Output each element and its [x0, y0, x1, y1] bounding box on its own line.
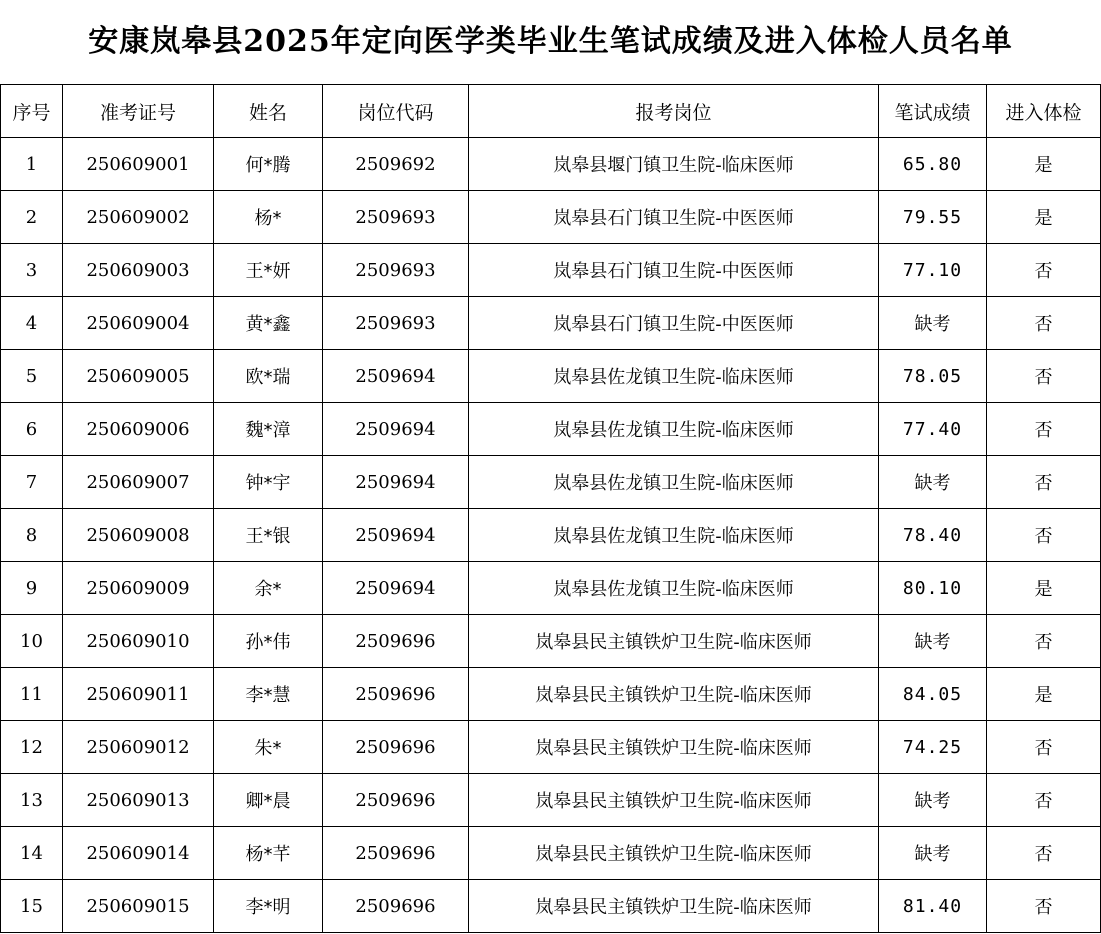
- cell-score: 78.40: [879, 509, 987, 562]
- cell-post-code: 2509696: [323, 615, 469, 668]
- table-row: [1, 509, 1101, 562]
- cell-physical: 否: [987, 827, 1101, 880]
- cell-physical: 否: [987, 244, 1101, 297]
- cell-score: 缺考: [879, 774, 987, 827]
- cell-exam-no: 250609010: [63, 615, 214, 668]
- header-seq: 序号: [1, 85, 63, 138]
- cell-seq: 8: [1, 509, 63, 562]
- cell-post: 岚皋县佐龙镇卫生院-临床医师: [469, 562, 879, 615]
- cell-post-code: 2509696: [323, 774, 469, 827]
- page-title: 安康岚皋县2025年定向医学类毕业生笔试成绩及进入体检人员名单: [88, 24, 1013, 59]
- cell-score: 79.55: [879, 191, 987, 244]
- cell-name: 李*明: [214, 880, 323, 933]
- table-row: [1, 774, 1101, 827]
- cell-score: 81.40: [879, 880, 987, 933]
- cell-post: 岚皋县民主镇铁炉卫生院-临床医师: [469, 615, 879, 668]
- cell-name: 杨*芊: [214, 827, 323, 880]
- cell-post: 岚皋县民主镇铁炉卫生院-临床医师: [469, 668, 879, 721]
- cell-post: 岚皋县佐龙镇卫生院-临床医师: [469, 350, 879, 403]
- cell-seq: 7: [1, 456, 63, 509]
- cell-physical: 否: [987, 774, 1101, 827]
- cell-post: 岚皋县民主镇铁炉卫生院-临床医师: [469, 880, 879, 933]
- cell-exam-no: 250609003: [63, 244, 214, 297]
- cell-post-code: 2509694: [323, 403, 469, 456]
- cell-physical: 是: [987, 191, 1101, 244]
- cell-score: 84.05: [879, 668, 987, 721]
- cell-score: 80.10: [879, 562, 987, 615]
- cell-seq: 1: [1, 138, 63, 191]
- cell-post: 岚皋县佐龙镇卫生院-临床医师: [469, 403, 879, 456]
- cell-name: 王*银: [214, 509, 323, 562]
- cell-post-code: 2509693: [323, 297, 469, 350]
- cell-post: 岚皋县民主镇铁炉卫生院-临床医师: [469, 827, 879, 880]
- cell-exam-no: 250609005: [63, 350, 214, 403]
- table-row: [1, 668, 1101, 721]
- cell-post: 岚皋县佐龙镇卫生院-临床医师: [469, 456, 879, 509]
- cell-seq: 5: [1, 350, 63, 403]
- cell-physical: 否: [987, 456, 1101, 509]
- cell-post: 岚皋县堰门镇卫生院-临床医师: [469, 138, 879, 191]
- table-row: [1, 350, 1101, 403]
- table-row: [1, 456, 1101, 509]
- cell-physical: 是: [987, 668, 1101, 721]
- cell-exam-no: 250609011: [63, 668, 214, 721]
- cell-score: 缺考: [879, 615, 987, 668]
- cell-post: 岚皋县石门镇卫生院-中医医师: [469, 191, 879, 244]
- cell-name: 孙*伟: [214, 615, 323, 668]
- cell-name: 王*妍: [214, 244, 323, 297]
- cell-score: 78.05: [879, 350, 987, 403]
- header-exam-no: 准考证号: [63, 85, 214, 138]
- cell-seq: 11: [1, 668, 63, 721]
- table-body: [1, 138, 1101, 933]
- cell-seq: 15: [1, 880, 63, 933]
- cell-score: 74.25: [879, 721, 987, 774]
- cell-seq: 9: [1, 562, 63, 615]
- cell-physical: 否: [987, 403, 1101, 456]
- table-row: [1, 297, 1101, 350]
- cell-name: 杨*: [214, 191, 323, 244]
- header-score: 笔试成绩: [879, 85, 987, 138]
- cell-exam-no: 250609007: [63, 456, 214, 509]
- table-row: [1, 721, 1101, 774]
- cell-physical: 否: [987, 509, 1101, 562]
- cell-name: 李*慧: [214, 668, 323, 721]
- header-post: 报考岗位: [469, 85, 879, 138]
- table-row: [1, 138, 1101, 191]
- cell-exam-no: 250609008: [63, 509, 214, 562]
- cell-post: 岚皋县民主镇铁炉卫生院-临床医师: [469, 721, 879, 774]
- header-name: 姓名: [214, 85, 323, 138]
- cell-name: 魏*漳: [214, 403, 323, 456]
- table-row: [1, 880, 1101, 933]
- cell-physical: 是: [987, 138, 1101, 191]
- cell-exam-no: 250609015: [63, 880, 214, 933]
- table-header-row: [1, 85, 1101, 138]
- table-row: [1, 827, 1101, 880]
- cell-score: 65.80: [879, 138, 987, 191]
- cell-exam-no: 250609001: [63, 138, 214, 191]
- cell-physical: 否: [987, 615, 1101, 668]
- table-row: [1, 562, 1101, 615]
- cell-seq: 3: [1, 244, 63, 297]
- cell-name: 欧*瑞: [214, 350, 323, 403]
- cell-post: 岚皋县佐龙镇卫生院-临床医师: [469, 509, 879, 562]
- cell-exam-no: 250609004: [63, 297, 214, 350]
- cell-post-code: 2509693: [323, 244, 469, 297]
- cell-post-code: 2509693: [323, 191, 469, 244]
- table-row: [1, 403, 1101, 456]
- cell-post: 岚皋县民主镇铁炉卫生院-临床医师: [469, 774, 879, 827]
- cell-post: 岚皋县石门镇卫生院-中医医师: [469, 297, 879, 350]
- cell-post-code: 2509692: [323, 138, 469, 191]
- cell-physical: 否: [987, 350, 1101, 403]
- cell-post-code: 2509694: [323, 456, 469, 509]
- cell-post: 岚皋县石门镇卫生院-中医医师: [469, 244, 879, 297]
- cell-post-code: 2509696: [323, 827, 469, 880]
- cell-post-code: 2509694: [323, 350, 469, 403]
- cell-post-code: 2509696: [323, 880, 469, 933]
- cell-physical: 否: [987, 880, 1101, 933]
- cell-post-code: 2509694: [323, 509, 469, 562]
- cell-exam-no: 250609013: [63, 774, 214, 827]
- cell-score: 77.10: [879, 244, 987, 297]
- cell-name: 余*: [214, 562, 323, 615]
- cell-physical: 是: [987, 562, 1101, 615]
- cell-seq: 13: [1, 774, 63, 827]
- cell-seq: 4: [1, 297, 63, 350]
- cell-score: 缺考: [879, 297, 987, 350]
- cell-seq: 10: [1, 615, 63, 668]
- cell-exam-no: 250609012: [63, 721, 214, 774]
- cell-physical: 否: [987, 297, 1101, 350]
- cell-name: 黄*鑫: [214, 297, 323, 350]
- table-row: [1, 191, 1101, 244]
- cell-name: 钟*宇: [214, 456, 323, 509]
- header-physical: 进入体检: [987, 85, 1101, 138]
- cell-seq: 2: [1, 191, 63, 244]
- cell-post-code: 2509696: [323, 721, 469, 774]
- cell-post-code: 2509694: [323, 562, 469, 615]
- cell-seq: 14: [1, 827, 63, 880]
- cell-score: 77.40: [879, 403, 987, 456]
- cell-score: 缺考: [879, 827, 987, 880]
- results-table: [0, 84, 1101, 933]
- cell-post-code: 2509696: [323, 668, 469, 721]
- cell-name: 朱*: [214, 721, 323, 774]
- cell-seq: 6: [1, 403, 63, 456]
- table-row: [1, 244, 1101, 297]
- cell-exam-no: 250609002: [63, 191, 214, 244]
- cell-score: 缺考: [879, 456, 987, 509]
- cell-name: 卿*晨: [214, 774, 323, 827]
- cell-name: 何*腾: [214, 138, 323, 191]
- header-post-code: 岗位代码: [323, 85, 469, 138]
- cell-exam-no: 250609009: [63, 562, 214, 615]
- table-row: [1, 615, 1101, 668]
- cell-exam-no: 250609014: [63, 827, 214, 880]
- cell-seq: 12: [1, 721, 63, 774]
- cell-exam-no: 250609006: [63, 403, 214, 456]
- cell-physical: 否: [987, 721, 1101, 774]
